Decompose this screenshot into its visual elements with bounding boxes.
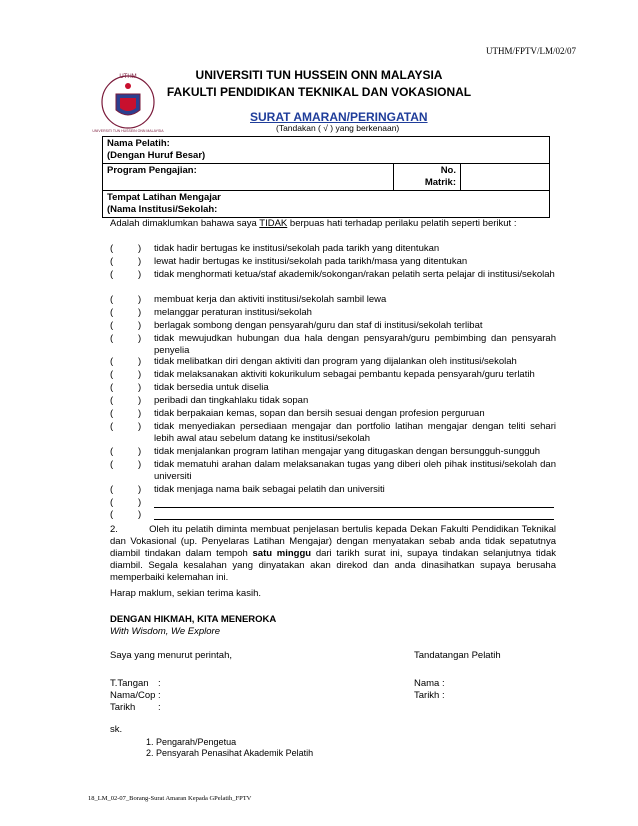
checkbox-open-paren: ( bbox=[110, 256, 114, 267]
tick-box[interactable] bbox=[118, 269, 136, 281]
tick-box[interactable] bbox=[118, 243, 136, 255]
deadline-emphasis: satu minggu bbox=[252, 548, 312, 559]
tick-box[interactable] bbox=[118, 307, 136, 319]
checkbox-open-paren: ( bbox=[110, 408, 114, 419]
no-label: No. bbox=[440, 165, 456, 176]
footer-filename: 18_LM_02-07_Borang-Surat Amaran Kepada GPelatih_FPTV bbox=[88, 795, 252, 802]
tick-box[interactable] bbox=[118, 408, 136, 420]
tick-box[interactable] bbox=[118, 333, 136, 345]
name-stamp-label: Nama/Cop : bbox=[110, 690, 161, 701]
logo-text: UTHM bbox=[119, 74, 137, 80]
intro-statement: Adalah dimaklumkan bahawa saya TIDAK berpuas hati terhadap perilaku pelatih seperti berikut : bbox=[110, 218, 517, 229]
checklist-item: tidak menghormati ketua/staf akademik/sokongan/rakan pelatih serta pelajar di institusi/sekolah bbox=[154, 269, 555, 280]
checkbox-close-paren: ) bbox=[138, 269, 142, 280]
date-label: Tarikh bbox=[110, 702, 136, 713]
matric-number-cell[interactable] bbox=[461, 164, 550, 191]
copy-to-item-1: 1. Pengarah/Pengetua bbox=[146, 737, 237, 747]
checkbox-open-paren: ( bbox=[110, 382, 114, 393]
checkbox-open-paren: ( bbox=[110, 497, 114, 508]
program-label: Program Pengajian: bbox=[107, 165, 197, 176]
checklist-item: tidak menyediakan persediaan mengajar dan portfolio latihan mengajar dengan teliti sehari lebih awal atau sebelum datang ke institusi/sekolah bbox=[154, 421, 556, 444]
checkbox-close-paren: ) bbox=[138, 509, 142, 520]
tick-box[interactable] bbox=[118, 256, 136, 268]
checkbox-close-paren: ) bbox=[138, 356, 142, 367]
copy-to-item-2: 2. Pensyarah Penasihat Akademik Pelatih bbox=[146, 748, 314, 758]
tick-box[interactable] bbox=[118, 484, 136, 496]
checklist-item: tidak melibatkan diri dengan aktiviti dan program yang dijalankan oleh institusi/sekolah bbox=[154, 356, 517, 367]
checklist-item: tidak mematuhi arahan dalam melaksanakan tugas yang diberi oleh pihak institusi/sekolah dan universiti bbox=[154, 459, 556, 482]
checkbox-open-paren: ( bbox=[110, 395, 114, 406]
checkbox-close-paren: ) bbox=[138, 256, 142, 267]
checkbox-open-paren: ( bbox=[110, 243, 114, 254]
checkbox-close-paren: ) bbox=[138, 307, 142, 318]
checkbox-close-paren: ) bbox=[138, 459, 142, 470]
document-reference: UTHM/FPTV/LM/02/07 bbox=[485, 46, 576, 56]
checkbox-close-paren: ) bbox=[138, 484, 142, 495]
letter-title: SURAT AMARAN/PERINGATAN bbox=[250, 110, 428, 124]
checklist-item: tidak melaksanakan aktiviti kokurikulum sebagai pembantu kepada pensyarah/guru terlatih bbox=[154, 369, 535, 380]
checkbox-close-paren: ) bbox=[138, 333, 142, 344]
checkbox-open-paren: ( bbox=[110, 307, 114, 318]
order-line: Saya yang menurut perintah, bbox=[110, 650, 232, 661]
tick-box[interactable] bbox=[118, 421, 136, 433]
motto: DENGAN HIKMAH, KITA MENEROKA bbox=[110, 614, 277, 625]
checkbox-close-paren: ) bbox=[138, 395, 142, 406]
checkbox-close-paren: ) bbox=[138, 320, 142, 331]
tick-box[interactable] bbox=[118, 356, 136, 368]
checkbox-open-paren: ( bbox=[110, 459, 114, 470]
signature-colon: : bbox=[158, 678, 161, 689]
date-colon: : bbox=[158, 702, 161, 713]
signature-label: T.Tangan bbox=[110, 678, 149, 689]
motto-english: With Wisdom, We Explore bbox=[110, 626, 220, 637]
trainee-info-table bbox=[102, 136, 550, 218]
university-name: UNIVERSITI TUN HUSSEIN ONN MALAYSIA bbox=[195, 68, 443, 82]
matric-label-cell bbox=[394, 164, 461, 191]
intro-emphasis: TIDAK bbox=[259, 218, 288, 229]
checklist-item: membuat kerja dan aktiviti institusi/sekolah sambil lewa bbox=[154, 294, 387, 305]
checkbox-close-paren: ) bbox=[138, 408, 142, 419]
trainee-name-sublabel: (Dengan Huruf Besar) bbox=[107, 150, 206, 161]
closing-thanks: Harap maklum, sekian terima kasih. bbox=[110, 588, 261, 599]
checklist-item: tidak menjalankan program latihan mengajar yang ditugaskan dengan bersungguh-sungguh bbox=[154, 446, 541, 457]
explanation-paragraph: 2. Oleh itu pelatih diminta membuat penjelasan bertulis kepada Dekan Fakulti Pendidikan Teknikal dan Vokasional (up. Penyelaras Latihan Mengajar) dengan menyatakan sebab anda tidak sepatutnya diambil tindakan dalam tempoh satu minggu dari tarikh surat ini, supaya tindakan selanjutnya tidak diambil. Segala kesalahan yang dinyatakan akan direkod dan anda dinasihatkan supaya berusaha memperbaiki kelemahan ini. bbox=[110, 524, 556, 583]
checkbox-close-paren: ) bbox=[138, 497, 142, 508]
placement-sublabel: (Nama Institusi/Sekolah: bbox=[107, 204, 218, 215]
placement-label: Tempat Latihan Mengajar bbox=[107, 192, 221, 203]
checklist-item: tidak hadir bertugas ke institusi/sekolah pada tarikh yang ditentukan bbox=[154, 243, 440, 254]
checkbox-open-paren: ( bbox=[110, 446, 114, 457]
checklist-item: peribadi dan tingkahlaku tidak sopan bbox=[154, 395, 309, 406]
trainee-name-field-label: Nama : bbox=[414, 678, 445, 689]
other-reason-line[interactable] bbox=[154, 519, 554, 520]
tick-box[interactable] bbox=[118, 446, 136, 458]
matrik-label: Matrik: bbox=[424, 177, 456, 188]
checkbox-open-paren: ( bbox=[110, 369, 114, 380]
tick-box[interactable] bbox=[118, 369, 136, 381]
checklist-item: tidak berpakaian kemas, sopan dan bersih sesuai dengan profesion perguruan bbox=[154, 408, 485, 419]
other-reason-line[interactable] bbox=[154, 507, 554, 508]
checkbox-open-paren: ( bbox=[110, 356, 114, 367]
checkbox-close-paren: ) bbox=[138, 243, 142, 254]
tick-box[interactable] bbox=[118, 395, 136, 407]
copy-to-label: sk. bbox=[110, 724, 123, 735]
checklist-item: tidak mewujudkan hubungan dua hala dengan pensyarah/guru pembimbing dan pensyarah penyelia bbox=[154, 333, 556, 356]
checkbox-open-paren: ( bbox=[110, 269, 114, 280]
checklist-item: lewat hadir bertugas ke institusi/sekolah pada tarikh/masa yang ditentukan bbox=[154, 256, 468, 267]
program-cell[interactable] bbox=[103, 164, 394, 191]
tick-box[interactable] bbox=[118, 294, 136, 306]
checklist-item: tidak bersedia untuk diselia bbox=[154, 382, 269, 393]
trainee-name-label: Nama Pelatih: bbox=[107, 138, 170, 149]
tick-instruction: (Tandakan ( √ ) yang berkenaan) bbox=[276, 123, 400, 133]
checkbox-open-paren: ( bbox=[110, 320, 114, 331]
trainee-date-field-label: Tarikh : bbox=[414, 690, 445, 701]
checkbox-open-paren: ( bbox=[110, 484, 114, 495]
tick-box[interactable] bbox=[118, 320, 136, 332]
tick-box[interactable] bbox=[118, 459, 136, 471]
checklist-item: tidak menjaga nama baik sebagai pelatih dan universiti bbox=[154, 484, 385, 495]
checkbox-close-paren: ) bbox=[138, 446, 142, 457]
trainee-signature-label: Tandatangan Pelatih bbox=[414, 650, 501, 661]
checklist-item: melanggar peraturan institusi/sekolah bbox=[154, 307, 312, 318]
checkbox-close-paren: ) bbox=[138, 369, 142, 380]
checkbox-open-paren: ( bbox=[110, 333, 114, 344]
checkbox-close-paren: ) bbox=[138, 421, 142, 432]
trainee-name-cell[interactable] bbox=[103, 137, 550, 164]
logo-arc-text: UNIVERSITI TUN HUSSEIN ONN MALAYSIA bbox=[92, 129, 164, 133]
checklist-item: berlagak sombong dengan pensyarah/guru dan staf di institusi/sekolah terlibat bbox=[154, 320, 483, 331]
faculty-name: FAKULTI PENDIDIKAN TEKNIKAL DAN VOKASIONAL bbox=[166, 85, 472, 99]
checkbox-open-paren: ( bbox=[110, 509, 114, 520]
checkbox-close-paren: ) bbox=[138, 294, 142, 305]
tick-box[interactable] bbox=[118, 382, 136, 394]
checkbox-open-paren: ( bbox=[110, 294, 114, 305]
checkbox-close-paren: ) bbox=[138, 382, 142, 393]
placement-cell[interactable] bbox=[103, 191, 550, 218]
checkbox-open-paren: ( bbox=[110, 421, 114, 432]
